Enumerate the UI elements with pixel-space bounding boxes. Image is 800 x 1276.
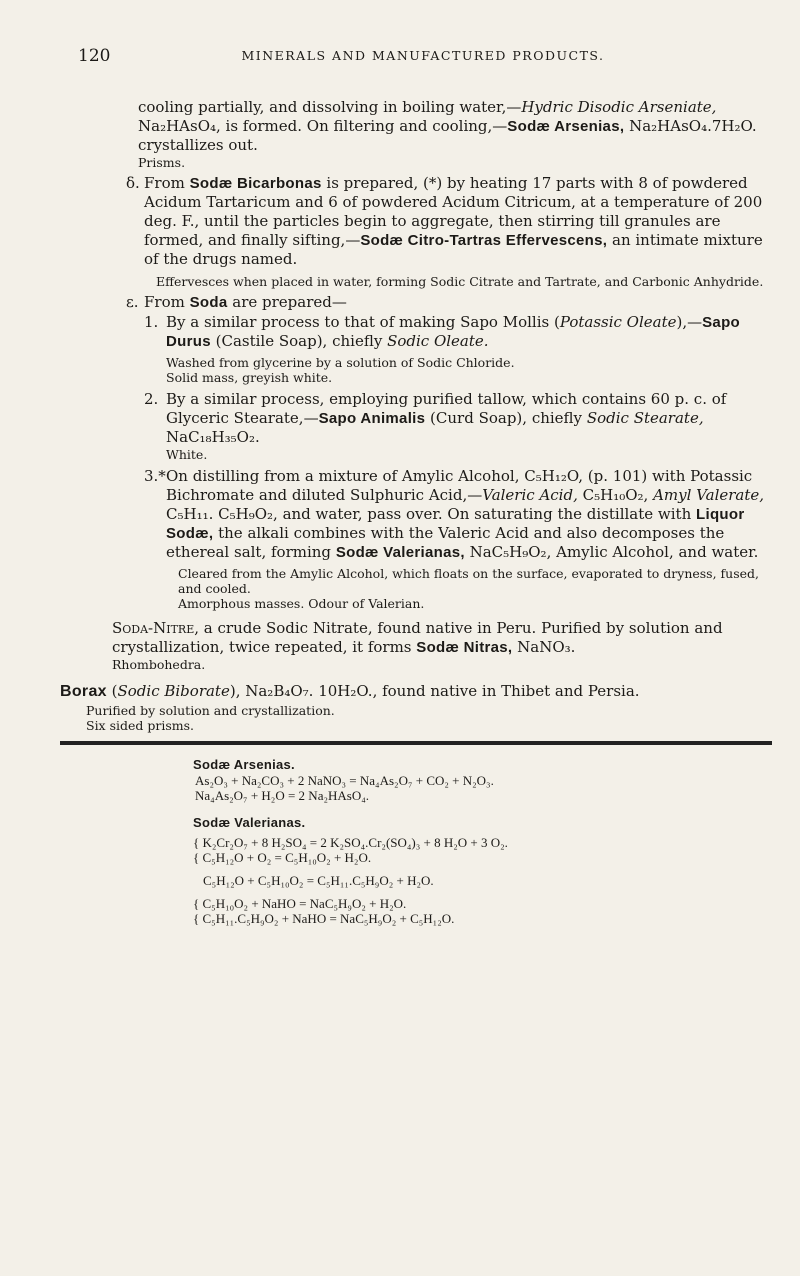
description-note: White. bbox=[166, 447, 208, 462]
equation: { C₅H₁₂O + O₂ = C₅H₁₀O₂ + H₂O. bbox=[193, 850, 372, 865]
equation: { C₅H₁₁.C₅H₉O₂ + NaHO = NaC₅H₉O₂ + C₅H₁₂O. bbox=[193, 911, 455, 926]
paragraph-hydric-disodic bbox=[60, 98, 772, 170]
section-marker: δ. bbox=[126, 174, 140, 192]
description-note: Rhombohedra. bbox=[112, 657, 206, 672]
drug-name: Sodæ Valerianas, bbox=[335, 544, 465, 561]
paragraph-soda-nitre: Soda-Nitre, a crude Sodic Nitrate, found native in Peru. Purified by solution and crystallization, twice repeated, it forms Sodæ Nitras, NaNO₃. Rhombohedra. bbox=[60, 619, 772, 672]
list-item: 2. By a similar process, employing purified tallow, which contains 60 p. c. of Glyceric Stearate,—Sapo Animalis (Curd Soap), chiefly Sodic Stearate, NaC₁₈H₃₅O₂. White. bbox=[144, 390, 772, 462]
description-note: Washed from glycerine by a solution of Sodic Chloride. bbox=[166, 355, 515, 370]
equation-heading: Sodæ Valerianas. bbox=[193, 815, 306, 830]
description-note: Six sided prisms. bbox=[86, 718, 195, 733]
equation: Na₄As₂O₇ + H₂O = 2 Na₂HAsO₄. bbox=[195, 788, 370, 803]
divider-rule bbox=[60, 741, 772, 745]
equations-block bbox=[60, 757, 772, 926]
section-marker: ε. bbox=[126, 293, 139, 311]
section-delta: δ. From Sodæ Bicarbonas is prepared, (*) by heating 17 parts with 8 of powdered Acidum Tartaricum and 6 of powdered Acidum Citricum, at a temperature of 200 deg. F., until the particles begin to aggregate, then stirring till granules are formed, and finally sifting,—Sodæ Citro-Tartras Effervescens, an intimate mixture of the drugs named. Effervesces when placed in water, forming Sodic Citrate and Tartrate, and Carbonic Anhydride. bbox=[60, 174, 772, 289]
page-header bbox=[78, 46, 768, 70]
list-item: 3.* On distilling from a mixture of Amylic Alcohol, C₅H₁₂O, (p. 101) with Potassic Bichromate and diluted Sulphuric Acid,—Valeric Acid, C₅H₁₀O₂, Amyl Valerate, C₅H₁₁. C₅H₉O₂, and water, pass over. On saturating the distillate with Liquor Sodæ, the alkali combines with the Valeric Acid and also decomposes the ethereal salt, forming Sodæ Valerianas, NaC₅H₉O₂, Amylic Alcohol, and water. Cleared from the Amylic Alcohol, which floats on the surface, evaporated to dryness, fused, and cooled. Amorphous masses. Odour of Valerian. bbox=[144, 467, 772, 611]
drug-name: Sapo Animalis bbox=[318, 410, 426, 427]
running-title: MINERALS AND MANUFACTURED PRODUCTS. bbox=[241, 48, 605, 63]
paragraph-borax: Borax (Sodic Biborate), Na₂B₄O₇. 10H₂O., found native in Thibet and Persia. Purified by solution and crystallization. Six sided prisms. bbox=[60, 682, 772, 733]
description-note: Effervesces when placed in water, forming Sodic Citrate and Tartrate, and Carbonic Anhydride. bbox=[156, 274, 764, 289]
page-body bbox=[60, 98, 772, 926]
equation-heading: Sodæ Arsenias. bbox=[193, 757, 295, 772]
list-item: 1. By a similar process to that of making Sapo Mollis (Potassic Oleate),—Sapo Durus (Castile Soap), chiefly Sodic Oleate. Washed from glycerine by a solution of Sodic Chloride. Solid mass, greyish white. bbox=[144, 313, 772, 385]
drug-name: Liquor Sodæ, bbox=[166, 506, 745, 542]
section-epsilon: ε. From Soda are prepared— 1. By a similar process to that of making Sapo Mollis (Potassic Oleate),—Sapo Durus (Castile Soap), chiefly Sodic Oleate. Washed from glycerine by a solution of Sodic Chloride. Solid mass, greyish white. 2. By a similar process, employing purified tallow, which contains 60 p. c. of Glyceric Stearate,—Sapo Animalis (Curd Soap), chiefly Sodic Stearate, NaC₁₈H₃₅O₂. White. 3.* On distilling from a mixture of Amylic Alcohol, C₅H₁₂O, (p. 101) with Potassic Bichromate and diluted Sulphuric Acid,—Valeric Acid, C₅H₁₀O₂, Amyl Valerate, C₅H₁₁. C₅H₉O₂, and water, pass over. On saturating the distillate with Liquor Sodæ, the alkali combines with the Valeric Acid and also decomposes the ethereal salt, forming Sodæ Valerianas, NaC₅H₉O₂, Amylic Alcohol, and water. Cleared from the Amylic Alcohol, which floats on the surface, evaporated to dryness, fused, and cooled. Amorphous masses. Odour of Valerian. bbox=[60, 293, 772, 611]
description-note: Solid mass, greyish white. bbox=[166, 370, 333, 385]
equation: C₅H₁₂O + C₅H₁₀O₂ = C₅H₁₁.C₅H₉O₂ + H₂O. bbox=[203, 873, 434, 888]
paragraph-text: cooling partially, and dissolving in boiling water,—Hydric Disodic Arseniate, Na₂HAsO₄, is formed. On filtering and cooling,—Sodæ Arsenias, Na₂HAsO₄.7H₂O. crystallizes out. bbox=[138, 98, 757, 154]
drug-name: Sodæ Arsenias, bbox=[507, 118, 625, 135]
equation: { C₅H₁₀O₂ + NaHO = NaC₅H₉O₂ + H₂O. bbox=[193, 896, 407, 911]
description-note: Purified by solution and crystallization. bbox=[86, 703, 335, 718]
drug-name: Sodæ Citro-Tartras Effervescens, bbox=[360, 232, 608, 249]
description-note: Prisms. bbox=[138, 155, 186, 170]
drug-name: Sodæ Bicarbonas bbox=[189, 175, 322, 192]
drug-name: Borax bbox=[60, 683, 107, 700]
equation: As₂O₃ + Na₂CO₃ + 2 NaNO₃ = Na₄As₂O₇ + CO₂ + N₂O₃. bbox=[195, 773, 494, 788]
description-note: Cleared from the Amylic Alcohol, which floats on the surface, evaporated to dryness, fused, and cooled. bbox=[178, 566, 760, 596]
page-number: 120 bbox=[78, 46, 111, 66]
description-note: Amorphous masses. Odour of Valerian. bbox=[178, 596, 425, 611]
drug-name: Sodæ Nitras, bbox=[416, 639, 513, 656]
drug-name: Sapo Durus bbox=[166, 314, 740, 350]
equation: { K₂Cr₂O₇ + 8 H₂SO₄ = 2 K₂SO₄.Cr₂(SO₄)₃ + 8 H₂O + 3 O₂. bbox=[193, 835, 508, 850]
